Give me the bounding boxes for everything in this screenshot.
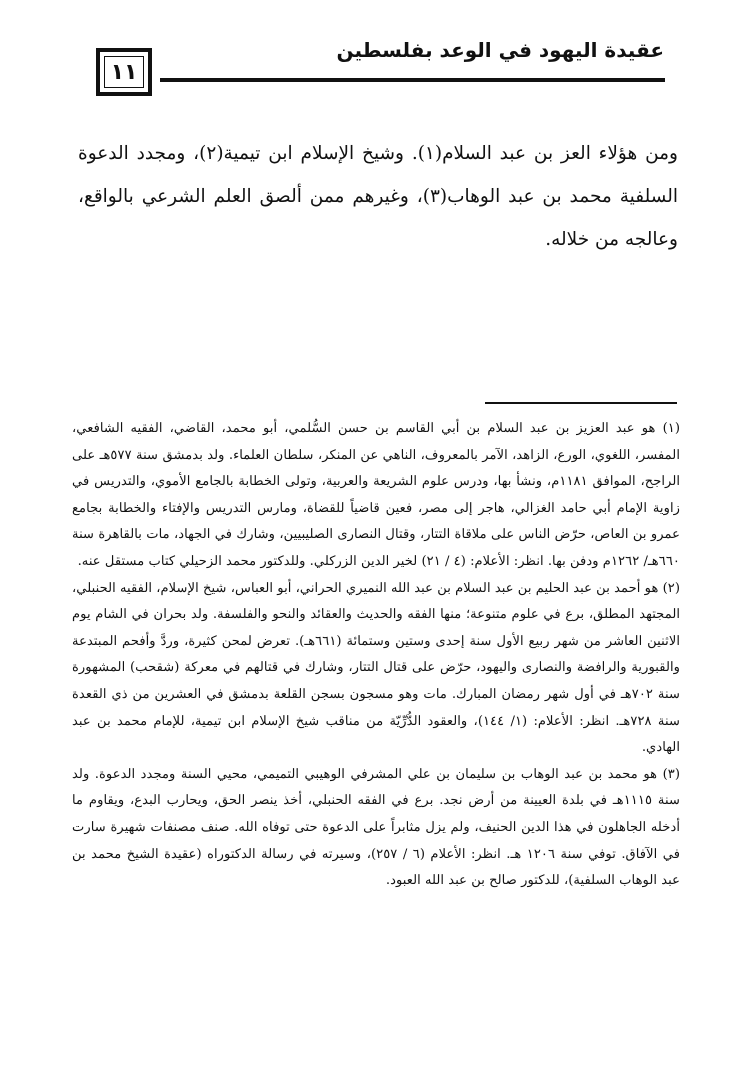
page-number-box (96, 48, 152, 96)
body-paragraph: ومن هؤلاء العز بن عبد السلام(١). وشيخ الإسلام ابن تيمية(٢)، ومجدد الدعوة السلفية محمد بن عبد الوهاب(٣)، وغيرهم ممن ألصق العلم الشرعي بالواقع، وعالجه من خلاله. (78, 143, 678, 250)
page-number: ١١ (104, 56, 144, 88)
footnote-2: (٢) هو أحمد بن عبد الحليم بن عبد السلام بن عبد الله النميري الحراني، أبو العباس، شيخ الإسلام، الفقيه الحنبلي، المجتهد المطلق، برع في علوم متنوعة؛ منها الفقه والحديث والعقائد والنحو والفلسفة. ولد بحران في الشام يوم الاثنين العاشر من شهر ربيع الأول سنة إحدى وستين وستمائة (٦٦١هـ). تعرض لمحن كثيرة، وردَّ وأفحم المبتدعة والقبورية والرافضة والنصارى واليهود، حرّض على قتال التتار، وشارك في قتالهم في معركة (شقحب) المشهورة سنة ٧٠٢هـ في أول شهر رمضان المبارك. مات وهو مسجون بسجن القلعة بدمشق في العشرين من ذي القعدة سنة ٧٢٨هـ. انظر: الأعلام: (١/ ١٤٤)، والعقود الدُّرِّيّة من مناقب شيخ الإسلام ابن تيمية، للإمام محمد بن عبد الهادي. (72, 580, 681, 756)
footnotes (72, 416, 680, 895)
footnote-separator (485, 402, 677, 404)
running-header (0, 0, 750, 100)
footnote-3: (٣) هو محمد بن عبد الوهاب بن سليمان بن علي المشرفي الوهيبي التميمي، محيي السنة ومجدد الدعوة. ولد سنة ١١١٥هـ في بلدة العيينة من أرض نجد. برع في الفقه الحنبلي، أخذ ينصر الحق، ويحارب البدع، ويقاوم ما أدخله الجاهلون في هذا الدين الحنيف، ولم يزل مثابراً على الدعوة حتى توفاه الله. صنف مصنفات شهيرة سارت في الآفاق. توفي سنة ١٢٠٦ هـ. انظر: الأعلام (٦ / ٢٥٧)، وسيرته في رسالة الدكتوراه (عقيدة الشيخ محمد بن عبد الوهاب السلفية)، للدكتور صالح بن عبد الله العبود. (72, 766, 681, 889)
header-rule (160, 78, 665, 82)
header-title: عقيدة اليهود في الوعد بفلسطين (336, 38, 664, 62)
footnote-1: (١) هو عبد العزيز بن عبد السلام بن أبي القاسم بن حسن السُّلمي، أبو محمد، القاضي، الفقيه الشافعي، المفسر، اللغوي، الورع، الزاهد، الآمر بالمعروف، الناهي عن المنكر، سلطان العلماء. ولد بدمشق سنة ٥٧٧هـ على الراجح، الموافق ١١٨١م، ونشأ بها، ودرس علوم الشريعة والعربية، وتولى الخطابة بالجامع الأموي، والتدريس في زاوية الإمام أبي حامد الغزالي، هاجر إلى مصر، فعين قاضياً للقضاة، ومارس التدريس والإفتاء والخطابة بجامع عمرو بن العاص، حرّض الناس على ملاقاة التتار، وقتال النصارى الصليبيين، وشارك في الجهاد، مات بالقاهرة سنة ٦٦٠هـ/ ١٢٦٢م ودفن بها. انظر: الأعلام: (٤ / ٢١) لخير الدين الزركلي. وللدكتور محمد الزحيلي كتاب مستقل عنه. (72, 421, 680, 569)
main-text (78, 132, 678, 261)
